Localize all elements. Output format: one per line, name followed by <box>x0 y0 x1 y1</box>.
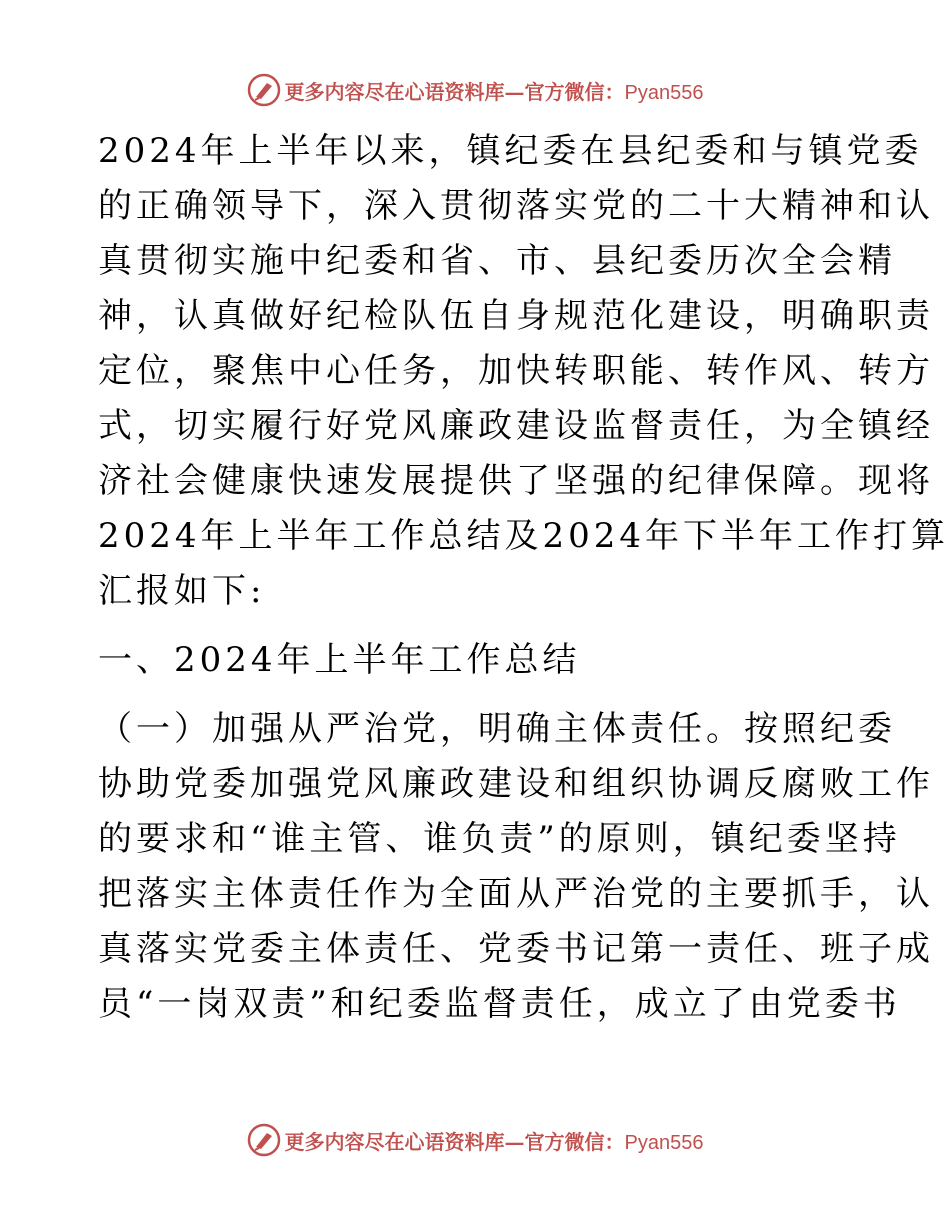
text-line: 定位，聚焦中心任务，加快转职能、转作风、转方 <box>98 351 934 391</box>
text-line: 把落实主体责任作为全面从严治党的主要抓手，认 <box>98 874 934 914</box>
header-banner-wechat: Pyan556 <box>624 81 704 104</box>
brand-logo-icon <box>247 1123 281 1157</box>
text-line: 2024年上半年以来，镇纪委在县纪委和与镇党委 <box>98 131 923 171</box>
header-banner <box>0 70 950 110</box>
text-line: 2024年上半年工作总结及2024年下半年工作打算 <box>98 516 950 556</box>
text-line: 的要求和“谁主管、谁负责”的原则，镇纪委坚持 <box>98 819 901 859</box>
text-line: 的正确领导下，深入贯彻落实党的二十大精神和认 <box>98 186 934 226</box>
footer-banner-wechat: Pyan556 <box>624 1131 704 1154</box>
footer-banner-label: 更多内容尽在心语资料库—官方微信： <box>284 1129 625 1154</box>
text-line: 式，切实履行好党风廉政建设监督责任，为全镇经 <box>98 406 934 446</box>
text-line: 真落实党委主体责任、党委书记第一责任、班子成 <box>98 929 934 969</box>
brand-logo-icon <box>247 73 281 107</box>
header-banner-text <box>285 76 704 105</box>
text-line: 汇报如下: <box>98 571 266 611</box>
text-line: 员“一岗双责”和纪委监督责任，成立了由党委书 <box>98 984 901 1024</box>
text-line: （一）加强从严治党，明确主体责任。按照纪委 <box>98 709 896 749</box>
paragraph-intro <box>98 124 950 619</box>
text-line: 真贯彻实施中纪委和省、市、县纪委历次全会精 <box>98 241 896 281</box>
footer-banner-text <box>285 1126 704 1155</box>
text-line: 神，认真做好纪检队伍自身规范化建设，明确职责 <box>98 296 934 336</box>
paragraph-section-one <box>98 702 934 1032</box>
text-line: 济社会健康快速发展提供了坚强的纪律保障。现将 <box>98 461 934 501</box>
footer-banner <box>0 1120 950 1160</box>
header-banner-label: 更多内容尽在心语资料库—官方微信： <box>284 79 625 104</box>
text-line: 协助党委加强党风廉政建设和组织协调反腐败工作 <box>98 764 934 804</box>
document-body <box>98 124 950 1032</box>
section-heading: 一、2024年上半年工作总结 <box>98 640 581 680</box>
